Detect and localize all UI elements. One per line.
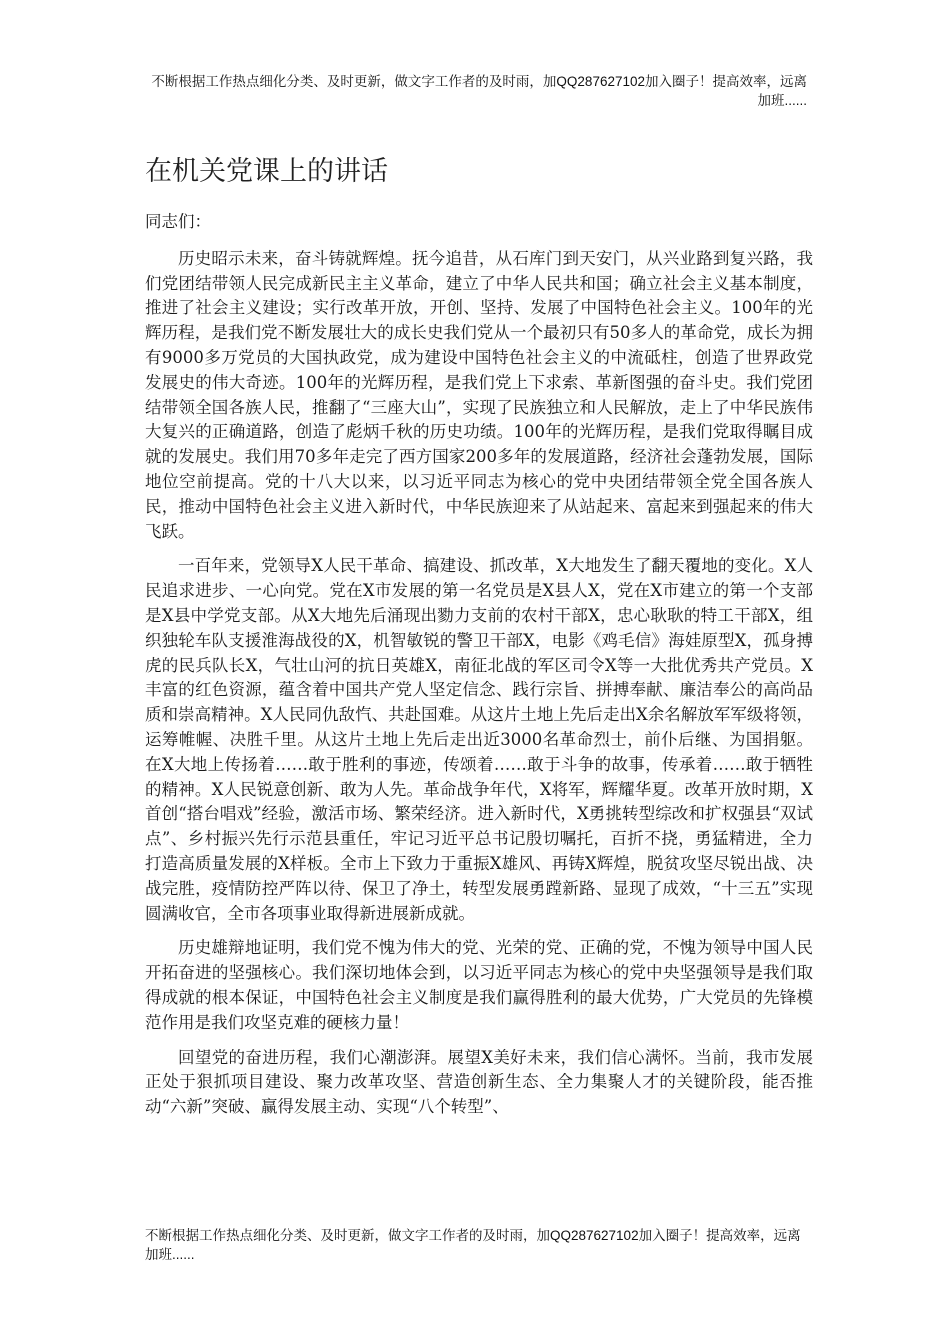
page-footer-note: 不断根据工作热点细化分类、及时更新，做文字工作者的及时雨，加QQ287627102加入圈子！提高效率，远离加班...... xyxy=(145,1228,801,1262)
body-paragraph: 历史昭示未来，奋斗铸就辉煌。抚今追昔，从石库门到天安门，从兴业路到复兴路，我们党团结带领人民完成新民主主义革命，建立了中华人民共和国；确立社会主义基本制度，推进了社会主义建设；实行改革开放，开创、坚持、发展了中国特色社会主义。100年的光辉历程，是我们党不断发展壮大的成长史我们党从一个最初只有50多人的革命党，成长为拥有9000多万党员的大国执政党，成为建设中国特色社会主义的中流砥柱，创造了世界政党发展史的伟大奇迹。100年的光辉历程，是我们党上下求索、革新图强的奋斗史。我们党团结带领全国各族人民，推翻了“三座大山”，实现了民族独立和人民解放，走上了中华民族伟大复兴的正确道路，创造了彪炳千秋的历史功绩。100年的光辉历程，是我们党取得瞩目成就的发展史。我们用70多年走完了西方国家200多年的发展道路，经济社会蓬勃发展，国际地位空前提高。党的十八大以来，以习近平同志为核心的党中央团结带领全党全国各族人民，推动中国特色社会主义进入新时代，中华民族迎来了从站起来、富起来到强起来的伟大飞跃。 xyxy=(145,248,813,541)
body-paragraph: 一百年来，党领导X人民干革命、搞建设、抓改革，X大地发生了翻天覆地的变化。X人民追求进步、一心向党。党在X市发展的第一名党员是X县人X，党在X市建立的第一个支部是X县中学党支部。从X大地先后涌现出勠力支前的农村干部X，忠心耿耿的特工干部X，组织独轮车队支援淮海战役的X，机智敏锐的警卫干部X，电影《鸡毛信》海娃原型X，孤身搏虎的民兵队长X，气壮山河的抗日英雄X，南征北战的军区司令X等一大批优秀共产党员。X丰富的红色资源，蕴含着中国共产党人坚定信念、践行宗旨、拼搏奉献、廉洁奉公的高尚品质和崇高精神。X人民同仇敌忾、共赴国难。从这片土地上先后走出X余名解放军军级将领，运筹帷幄、决胜千里。从这片土地上先后走出近3000名革命烈士，前仆后继、为国捐躯。在X大地上传扬着……敢于胜利的事迹，传颂着……敢于斗争的故事，传承着……敢于牺牲的精神。X人民锐意创新、敢为人先。革命战争年代，X将军，辉耀华夏。改革开放时期，X首创“搭台唱戏”经验，激活市场、繁荣经济。进入新时代，X勇挑转型综改和扩权强县“双试点”、乡村振兴先行示范县重任，牢记习近平总书记殷切嘱托，百折不挠，勇猛精进，全力打造高质量发展的X样板。全市上下致力于重振X雄风、再铸X辉煌，脱贫攻坚尽锐出战、决战完胜，疫情防控严阵以待、保卫了净土，转型发展勇蹚新路、显现了成效，“十三五”实现圆满收官，全市各项事业取得新进展新成就。 xyxy=(145,556,813,923)
salutation: 同志们： xyxy=(145,212,211,231)
page-header-note: 不断根据工作热点细化分类、及时更新，做文字工作者的及时雨，加QQ287627102加入圈子！提高效率，远离加班...... xyxy=(151,74,807,108)
body-paragraph: 历史雄辩地证明，我们党不愧为伟大的党、光荣的党、正确的党，不愧为领导中国人民开拓奋进的坚强核心。我们深切地体会到，以习近平同志为核心的党中央坚强领导是我们取得成就的根本保证，中国特色社会主义制度是我们赢得胜利的最大优势，广大党员的先锋模范作用是我们攻坚克难的硬核力量！ xyxy=(145,938,813,1032)
document-body xyxy=(145,210,813,1202)
document-title: 在机关党课上的讲话 xyxy=(145,156,388,187)
body-paragraph: 回望党的奋进历程，我们心潮澎湃。展望X美好未来，我们信心满怀。当前，我市发展正处于狠抓项目建设、聚力改革攻坚、营造创新生态、全力集聚人才的关键阶段，能否推动“六新”突破、赢得发展主动、实现“八个转型”、 xyxy=(145,1047,813,1117)
